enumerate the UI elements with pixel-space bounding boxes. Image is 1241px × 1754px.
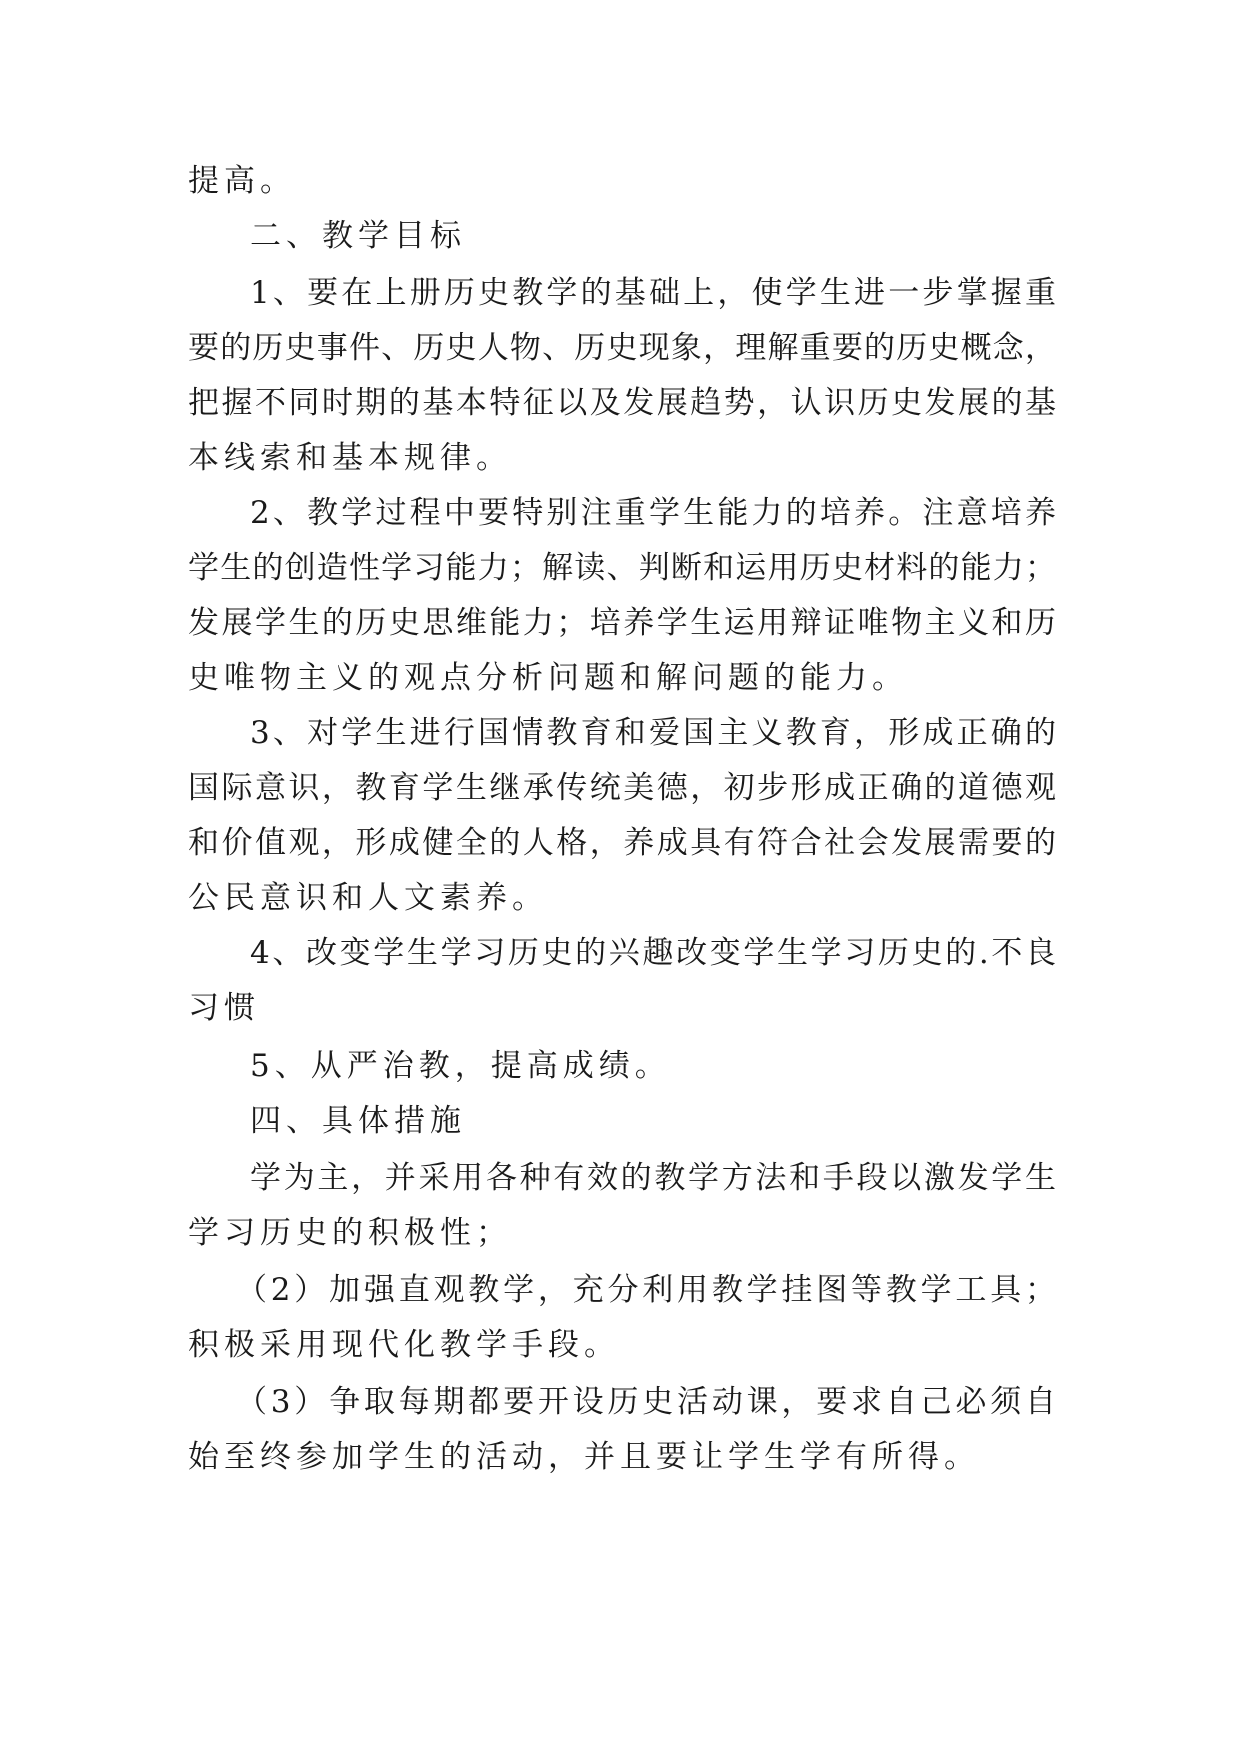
text-line: （3）争取每期都要开设历史活动课，要求自己必须自 [236,1384,1056,1420]
text-line: 始至终参加学生的活动，并且要让学生学有所得。 [188,1439,980,1475]
text-line: 学习历史的积极性； [188,1215,512,1251]
text-line: 和价值观，形成健全的人格，养成具有符合社会发展需要的 [188,825,1056,861]
text-line: （2）加强直观教学，充分利用教学挂图等教学工具； [236,1272,1056,1308]
text-line: 积极采用现代化教学手段。 [188,1327,620,1363]
text-line: 发展学生的历史思维能力；培养学生运用辩证唯物主义和历 [188,605,1056,641]
text-line: 史唯物主义的观点分析问题和解问题的能力。 [188,660,908,696]
text-line: 要的历史事件、历史人物、历史现象，理解重要的历史概念， [188,330,1056,366]
text-line: 4、改变学生学习历史的兴趣改变学生学习历史的.不良 [250,935,1056,971]
text-line: 国际意识，教育学生继承传统美德，初步形成正确的道德观 [188,770,1056,806]
text-line: 习惯 [188,990,260,1026]
text-line: 把握不同时期的基本特征以及发展趋势，认识历史发展的基 [188,385,1056,421]
text-line: 本线索和基本规律。 [188,440,512,476]
text-line: 3、对学生进行国情教育和爱国主义教育，形成正确的 [250,715,1056,751]
text-line: 公民意识和人文素养。 [188,880,548,916]
text-line: 5、从严治教，提高成绩。 [250,1048,671,1084]
section-heading-measures: 四、具体措施 [250,1103,466,1139]
text-line: 学生的创造性学习能力；解读、判断和运用历史材料的能力； [188,550,1056,586]
text-line: 提高。 [188,163,296,199]
text-line: 2、教学过程中要特别注重学生能力的培养。注意培养 [250,495,1056,531]
text-line: 学为主，并采用各种有效的教学方法和手段以激发学生 [250,1160,1056,1196]
text-line: 1、要在上册历史教学的基础上，使学生进一步掌握重 [250,275,1056,311]
section-heading-objectives: 二、教学目标 [250,218,466,254]
